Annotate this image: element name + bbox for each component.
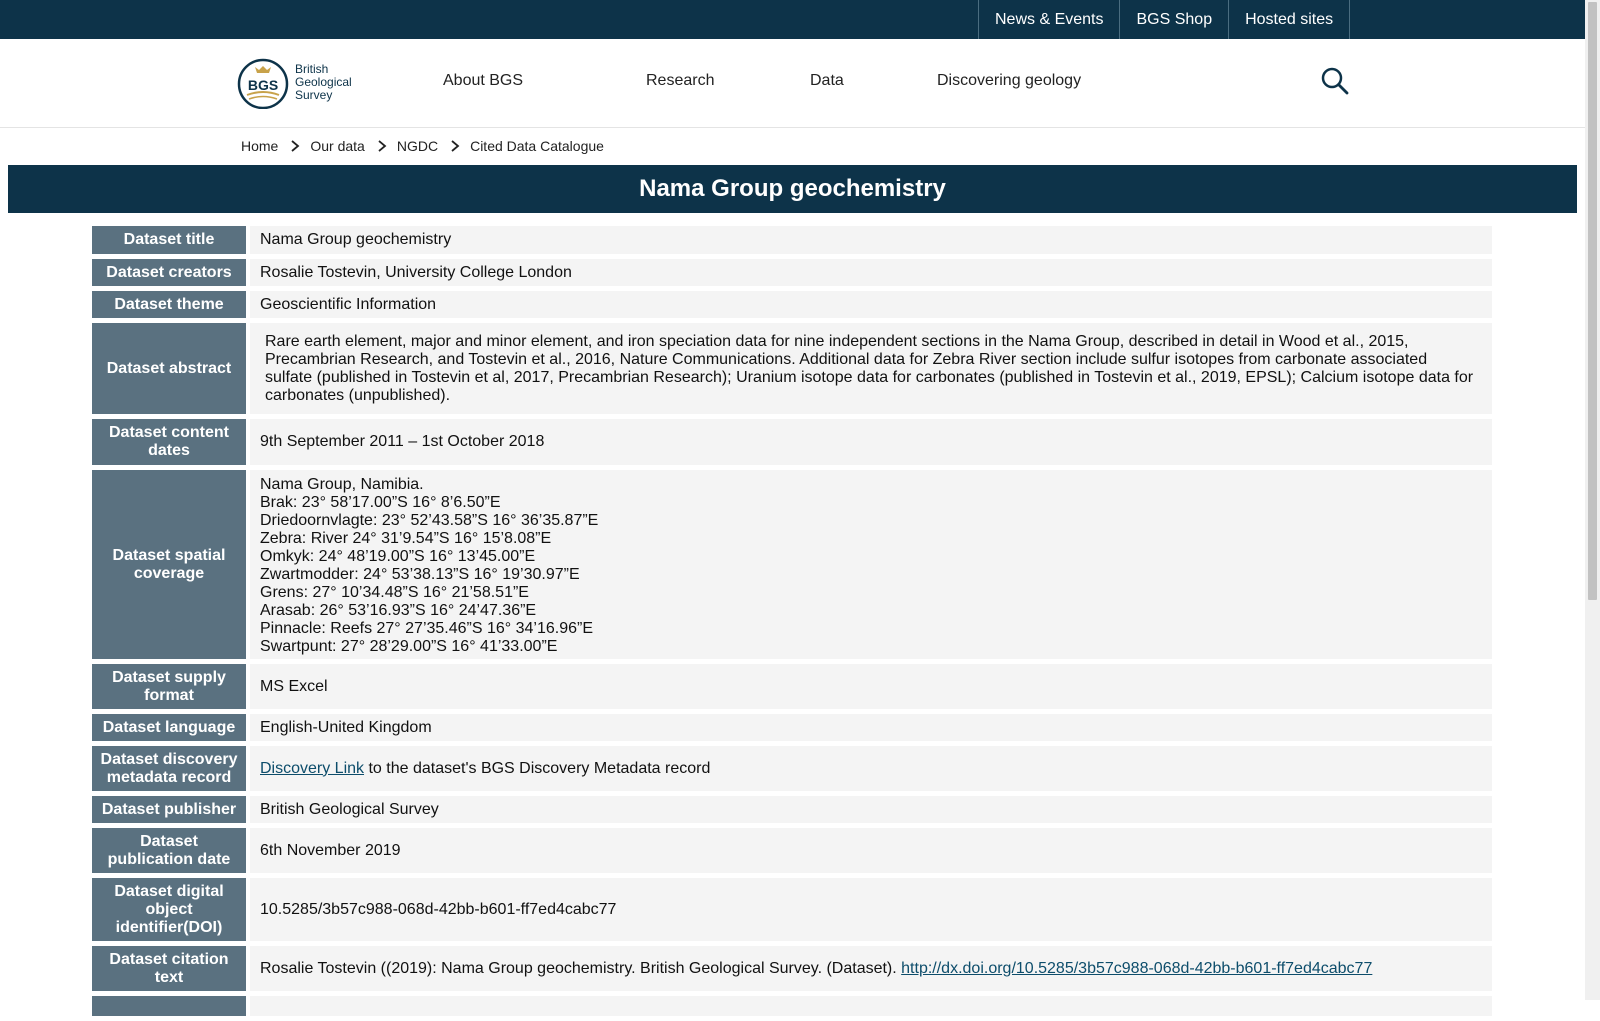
- coverage-line: Omkyk: 24° 48’19.00”S 16° 13’45.00”E: [260, 548, 536, 565]
- nav-research[interactable]: Research: [646, 72, 715, 89]
- coverage-line: Zwartmodder: 24° 53’38.13”S 16° 19’30.97”E: [260, 566, 580, 583]
- field-value: Rosalie Tostevin, University College London: [250, 259, 1492, 286]
- breadcrumb: [241, 138, 604, 154]
- logo-wordmark: [295, 63, 352, 102]
- coverage-line: Brak: 23° 58’17.00”S 16° 8’6.50”E: [260, 494, 501, 511]
- field-label: Dataset abstract: [92, 323, 246, 414]
- logo-line: Survey: [295, 88, 333, 102]
- field-value: [250, 470, 1492, 659]
- main-header: [0, 39, 1585, 128]
- field-value: English-United Kingdom: [250, 714, 1492, 741]
- field-value: [250, 996, 1492, 1016]
- breadcrumb-home[interactable]: Home: [241, 138, 279, 154]
- table-row: [92, 828, 1492, 873]
- nav-about-bgs[interactable]: About BGS: [443, 72, 524, 89]
- page-title: Nama Group geochemistry: [8, 165, 1577, 213]
- nav-discovering-geology[interactable]: Discovering geology: [937, 72, 1082, 89]
- field-value: MS Excel: [250, 664, 1492, 709]
- field-value: Nama Group geochemistry: [250, 226, 1492, 254]
- field-label: Dataset content dates: [92, 419, 246, 465]
- coverage-line: Driedoornvlagte: 23° 52’43.58”S 16° 36’35.87”E: [260, 512, 599, 529]
- field-label: Dataset spatial coverage: [92, 470, 246, 659]
- field-label: Dataset theme: [92, 291, 246, 318]
- table-row: [92, 714, 1492, 741]
- coverage-line: Nama Group, Namibia.: [260, 476, 424, 493]
- field-value: [250, 946, 1492, 991]
- table-row: [92, 419, 1492, 465]
- discovery-suffix: to the dataset's BGS Discovery Metadata record: [364, 759, 711, 777]
- field-label: Dataset citation text: [92, 946, 246, 991]
- breadcrumb-ngdc[interactable]: NGDC: [396, 138, 439, 154]
- table-row: [92, 946, 1492, 991]
- breadcrumb-our-data[interactable]: Our data: [310, 138, 365, 154]
- table-row: [92, 878, 1492, 941]
- table-row: [92, 323, 1492, 414]
- field-label: Dataset publisher: [92, 796, 246, 823]
- table-row: [92, 746, 1492, 791]
- coverage-line: Zebra: River 24° 31’9.54”S 16° 15’8.08”E: [260, 530, 552, 547]
- search-icon[interactable]: [1320, 66, 1350, 96]
- field-value: British Geological Survey: [250, 796, 1492, 823]
- chevron-right-icon: [448, 139, 462, 153]
- field-value: Geoscientific Information: [250, 291, 1492, 318]
- top-utility-bar: [0, 0, 1585, 39]
- logo-line: British: [295, 62, 329, 76]
- bgs-logo[interactable]: [237, 57, 367, 111]
- utility-links: [978, 0, 1350, 39]
- coverage-line: Pinnacle: Reefs 27° 27’35.46”S 16° 34’16.96”E: [260, 620, 594, 637]
- breadcrumb-cited-data-catalogue[interactable]: Cited Data Catalogue: [470, 138, 604, 154]
- table-row: [92, 291, 1492, 318]
- nav-data[interactable]: Data: [810, 72, 844, 89]
- logo-line: Geological: [295, 75, 352, 89]
- bgs-shop-link[interactable]: BGS Shop: [1120, 0, 1229, 39]
- emblem-text: BGS: [247, 77, 279, 93]
- table-row: [92, 226, 1492, 254]
- table-row: [92, 470, 1492, 659]
- table-row: [92, 796, 1492, 823]
- bgs-emblem: [237, 57, 289, 109]
- field-label: Dataset publication date: [92, 828, 246, 873]
- field-label: Dataset supply format: [92, 664, 246, 709]
- field-value: Rare earth element, major and minor element, and iron speciation data for nine independent sections in the Nama Group, described in detail in Wood et al., 2015, Precambrian Research, and Tostevin et al., 2016, Nature Communications. Additional data for Zebra River section include sulfur isotopes from carbonate associated sulfate (published in Tostevin et al, 2017, Precambrian Research); Uranium isotope data for carbonates (published in Tostevin et al., 2019, EPSL); Calcium isotope data for carbonates (unpublished).: [250, 323, 1492, 414]
- field-label: Dataset creators: [92, 259, 246, 286]
- coverage-line: Arasab: 26° 53’16.93”S 16° 24’47.36”E: [260, 602, 537, 619]
- discovery-link[interactable]: Discovery Link: [260, 759, 365, 777]
- field-label: Dataset title: [92, 226, 246, 254]
- doi-link[interactable]: http://dx.doi.org/10.5285/3b57c988-068d-42bb-b601-ff7ed4cabc77: [901, 959, 1373, 977]
- table-row: [92, 996, 1492, 1016]
- chevron-right-icon: [288, 139, 302, 153]
- field-label: Dataset language: [92, 714, 246, 741]
- scrollbar-thumb[interactable]: [1588, 2, 1597, 600]
- field-value: 9th September 2011 – 1st October 2018: [250, 419, 1492, 465]
- table-row: [92, 664, 1492, 709]
- field-label: [92, 996, 246, 1016]
- citation-text: Rosalie Tostevin ((2019): Nama Group geochemistry. British Geological Survey. (Dataset).: [260, 959, 902, 977]
- news-events-link[interactable]: News & Events: [979, 0, 1120, 39]
- hosted-sites-link[interactable]: Hosted sites: [1229, 0, 1350, 39]
- field-value: 6th November 2019: [250, 828, 1492, 873]
- field-value: [250, 746, 1492, 791]
- coverage-line: Grens: 27° 10’34.48”S 16° 21’58.51”E: [260, 584, 529, 601]
- table-row: [92, 259, 1492, 286]
- dataset-metadata-table: [92, 226, 1492, 1021]
- coverage-line: Swartpunt: 27° 28’29.00”S 16° 41’33.00”E: [260, 638, 558, 655]
- chevron-right-icon: [375, 139, 389, 153]
- field-label: Dataset digital object identifier(DOI): [92, 878, 246, 941]
- field-label: Dataset discovery metadata record: [92, 746, 246, 791]
- field-value: 10.5285/3b57c988-068d-42bb-b601-ff7ed4cabc77: [250, 878, 1492, 941]
